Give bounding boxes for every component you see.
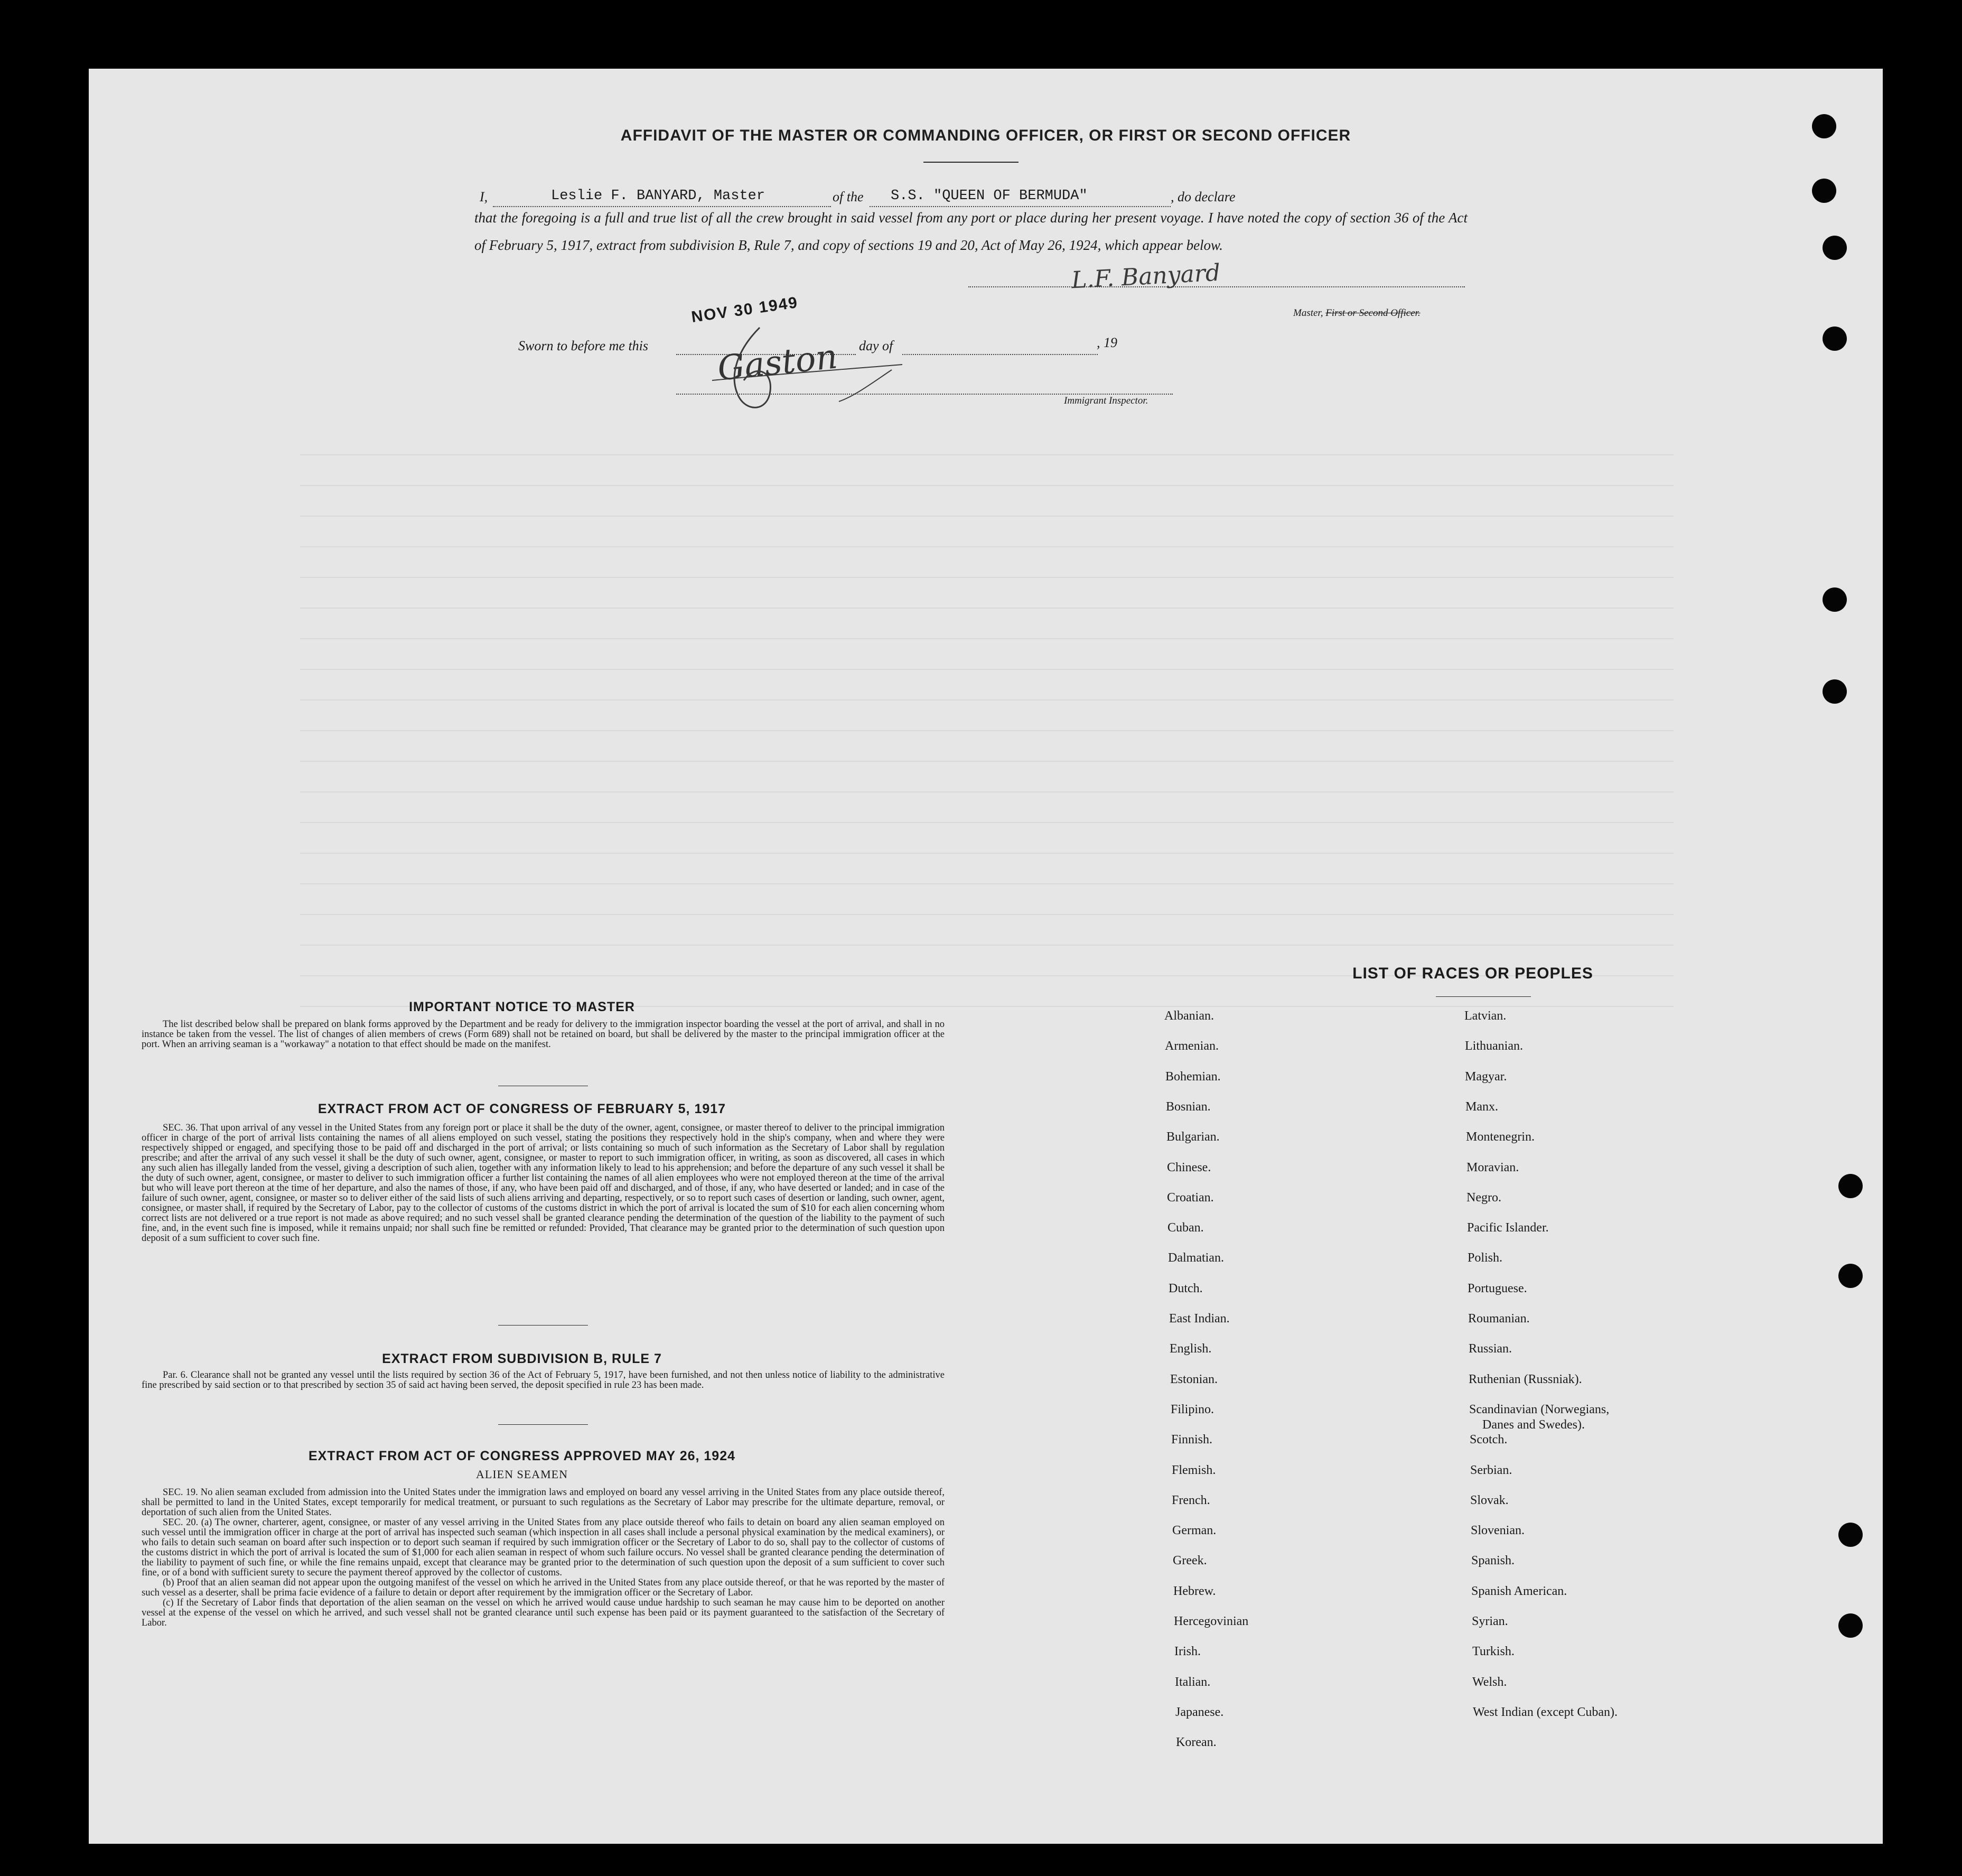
race-item: Lithuanian. [1465, 1039, 1523, 1053]
date-stamp: NOV 30 1949 [690, 293, 800, 326]
day-of-label: day of [859, 338, 893, 353]
master-caption [1293, 307, 1421, 319]
race-item: Slovak. [1470, 1494, 1509, 1507]
master-caption-label: Master, [1293, 307, 1323, 319]
race-item: Spanish American. [1471, 1584, 1567, 1598]
inspector-signature-flourish [680, 317, 913, 423]
master-name: Leslie F. BANYARD, Master [551, 188, 765, 204]
punch-hole [1823, 236, 1847, 260]
sec-20b-paragraph: (b) Proof that an alien seaman did not appear upon the outgoing manifest of the vessel on which he arrived in the United States from any place outside thereof, or that he was reported by the master of such vessel as a deserter, shall be prima facie evidence of a failure to detain or deport after requirement by the immigration officer or the Secretary of Labor. [142, 1578, 945, 1598]
affidavit-title: AFFIDAVIT OF THE MASTER OR COMMANDING OFFICER, OR FIRST OR SECOND OFFICER [620, 127, 1351, 144]
race-item: Montenegrin. [1466, 1130, 1535, 1144]
races-heading: LIST OF RACES OR PEOPLES [1352, 965, 1593, 982]
race-item: Serbian. [1470, 1463, 1512, 1477]
sworn-label: Sworn to before me this [518, 338, 649, 353]
race-item: French. [1172, 1494, 1210, 1507]
do-declare-label: , do declare [1171, 189, 1236, 204]
race-item: Croatian. [1167, 1191, 1214, 1205]
i-label: I, [480, 189, 488, 204]
race-item: Finnish. [1171, 1433, 1213, 1446]
extract-1917-text [142, 1123, 945, 1244]
race-item: Bohemian. [1165, 1070, 1221, 1084]
race-item: Pacific Islander. [1467, 1221, 1549, 1235]
race-item-continuation: Danes and Swedes). [1482, 1418, 1585, 1432]
punch-hole [1812, 179, 1836, 203]
race-item: Greek. [1173, 1554, 1207, 1567]
vessel-name: S.S. "QUEEN OF BERMUDA" [891, 188, 1088, 204]
sec-20a-paragraph: SEC. 20. (a) The owner, charterer, agent, consignee, or master of any vessel arriving in the United States from any place outside thereof who fails to detain on board any alien seaman employed on such vessel until the immigration officer in charge at the port of arrival has inspected such seaman (which inspection in all cases shall include a personal physical examination by the medical examiners), or who fails to detain such seaman on board after such inspection or to deport such seaman if required by such immigration officer or the Secretary of Labor to do so, shall pay to the collector of customs of the customs district in which the port of arrival is located the sum of $1,000 for each alien seaman in respect of whom such failure occurs. No vessel shall be granted clearance pending the determination of the liability to payment of such fine, or while the fine remains unpaid, except that clearance may be granted prior to the determination of such question upon the deposit of a sum sufficient to cover such fine, or of a bond with sufficient surety to secure the payment thereof approved by the collector of customs. [142, 1517, 945, 1578]
inspector-caption: Immigrant Inspector. [1064, 395, 1148, 406]
race-item: Scandinavian (Norwegians, [1469, 1403, 1610, 1416]
race-item: Filipino. [1171, 1403, 1214, 1416]
race-item: Chinese. [1167, 1161, 1211, 1174]
section-36-paragraph: SEC. 36. That upon arrival of any vessel in the United States from any foreign port or place it shall be the duty of the owner, agent, consignee, or master thereof to deliver to the principal immigration officer in charge of the port of arrival lists containing the names of all aliens employed on such vessel, stating the positions they respectively hold in the ship's company, when and where they were respectively shipped or engaged, and specifying those to be paid off and discharged in the port of arrival; or lists containing so much of such information as the Secretary of Labor shall by regulation prescribe; and after the arrival of any such vessel it shall be the duty of such owner, agent, consignee, or master to report to such immigration officer, in writing, as soon as discovered, all cases in which any such alien has illegally landed from the vessel, giving a description of such alien, together with any information likely to lead to his apprehension; and before the departure of any such vessel it shall be the duty of such owner, agent, consignee, or master to deliver to such immigration officer a further list containing the names of all alien employees who were not employed thereon at the time of the arrival but who will leave port thereon at the time of her departure, and also the names of those, if any, who have been paid off and discharged, and of those, if any, who have deserted or landed; and in case of the failure of such owner, agent, consignee, or master so to deliver either of the said lists of such aliens arriving and departing, respectively, or so to report such cases of desertion or landing, such owner, agent, consignee, or master shall, if required by the Secretary of Labor, pay to the collector of customs of the customs district in which the port of arrival is located the sum of $10 for each alien concerning whom correct lists are not delivered or a true report is not made as above required; and no such vessel shall be granted clearance pending the determination of the question of the liability to the payment of such fine, and, in the event such fine is imposed, while it remains unpaid; nor shall such fine be remitted or refunded: Provided, That clearance may be granted prior to the determination of such question upon deposit of a sum sufficient to cover such fine. [142, 1123, 945, 1244]
race-item: Bulgarian. [1166, 1130, 1220, 1144]
race-item: Bosnian. [1166, 1100, 1211, 1114]
punch-hole [1823, 326, 1847, 351]
race-item: Hercegovinian [1174, 1614, 1249, 1628]
race-item: Irish. [1174, 1645, 1201, 1658]
race-item: Spanish. [1471, 1554, 1515, 1567]
race-item: Negro. [1466, 1191, 1501, 1205]
races-divider [1436, 996, 1531, 997]
title-divider [923, 162, 1019, 163]
race-item: Albanian. [1164, 1009, 1214, 1023]
inspector-line [676, 393, 1173, 395]
bleed-through [300, 428, 1674, 1009]
extract-rule7-text [142, 1370, 945, 1390]
alien-seamen-subheading: ALIEN SEAMEN [476, 1468, 568, 1481]
race-item: Russian. [1469, 1342, 1512, 1356]
extract-1924-heading: EXTRACT FROM ACT OF CONGRESS APPROVED MAY 26, 1924 [308, 1449, 736, 1463]
punch-hole [1838, 1174, 1863, 1198]
sec-20c-paragraph: (c) If the Secretary of Labor finds that deportation of the alien seaman on the vessel on which he arrived would cause undue hardship to such seaman he may cause him to be deported on another vessel at the expense of the vessel on which he arrived, and such vessel shall not be granted clearance until such expense has been paid or its payment guaranteed to the satisfaction of the Secretary of Labor. [142, 1598, 945, 1628]
race-item: Cuban. [1167, 1221, 1204, 1235]
inspector-signature: Gaston [715, 337, 839, 389]
race-item: Manx. [1465, 1100, 1498, 1114]
divider [498, 1424, 588, 1425]
document-page [89, 69, 1883, 1844]
race-item: Slovenian. [1471, 1524, 1525, 1537]
race-item: Portuguese. [1468, 1282, 1527, 1295]
extract-1924-text [142, 1488, 945, 1628]
of-the-label: of the [833, 189, 864, 204]
race-item: Armenian. [1165, 1039, 1219, 1053]
extract-1917-heading: EXTRACT FROM ACT OF CONGRESS OF FEBRUARY 5, 1917 [317, 1102, 726, 1116]
year-label: , 19 [1097, 335, 1117, 350]
master-signature: L.F. Banyard [1070, 259, 1221, 294]
par-6-paragraph: Par. 6. Clearance shall not be granted any vessel until the lists required by section 36 of the Act of February 5, 1917, have been furnished, and not then unless notice of liability to the administrative fine prescribed by said section or to that prescribed by section 35 of said act having been served, the deposit specified in rule 23 has been made. [142, 1370, 945, 1390]
sec-19-paragraph: SEC. 19. No alien seaman excluded from admission into the United States under the immigration laws and employed on board any vessel arriving in the United States from any place outside thereof, shall be permitted to land in the United States, except temporarily for medical treatment, or pursuant to such regulations as the Secretary of Labor may prescribe for the ultimate departure, removal, or deportation of such alien from the United States. [142, 1487, 945, 1518]
master-caption-struck: First or Second Officer. [1325, 307, 1421, 319]
punch-hole [1838, 1264, 1863, 1288]
divider [498, 1325, 588, 1326]
race-item: Hebrew. [1173, 1584, 1216, 1598]
race-item: Dutch. [1169, 1282, 1203, 1295]
punch-hole [1823, 679, 1847, 704]
race-item: Scotch. [1470, 1433, 1508, 1446]
race-item: Japanese. [1175, 1705, 1224, 1719]
race-item: Estonian. [1170, 1373, 1218, 1386]
punch-hole [1838, 1613, 1863, 1638]
punch-hole [1838, 1523, 1863, 1547]
race-item: Roumanian. [1468, 1312, 1530, 1326]
race-item: West Indian (except Cuban). [1473, 1705, 1618, 1719]
race-item: East Indian. [1169, 1312, 1230, 1326]
race-item: Turkish. [1472, 1645, 1515, 1658]
punch-hole [1823, 587, 1847, 612]
race-item: Syrian. [1472, 1614, 1508, 1628]
notice-paragraph: The list described below shall be prepared on blank forms approved by the Department and be ready for delivery to the immigration inspector boarding the vessel at the port of arrival, and shall in no instance be taken from the vessel. The list of changes of alien members of crews (Form 689) shall not be retained on board, but shall be delivered by the master to the principal immigration officer at the port. When an arriving seaman is a "workaway" a notation to that effect should be made on the manifest. [142, 1019, 945, 1050]
race-item: Italian. [1175, 1675, 1211, 1689]
race-item: Flemish. [1172, 1463, 1216, 1477]
extract-rule7-heading: EXTRACT FROM SUBDIVISION B, RULE 7 [382, 1351, 662, 1366]
race-item: Moravian. [1466, 1161, 1519, 1174]
affidavit-body: that the foregoing is a full and true list of all the crew brought in said vessel from any port or place during her present voyage. I have noted the copy of section 36 of the Act of February 5, 1917, extract from subdivision B, Rule 7, and copy of sections 19 and 20, Act of May 26, 1924, which appear below. [474, 210, 1468, 253]
notice-text [142, 1020, 945, 1050]
race-item: Polish. [1468, 1251, 1503, 1265]
race-item: Welsh. [1472, 1675, 1507, 1689]
race-item: Magyar. [1465, 1070, 1507, 1084]
race-item: German. [1172, 1524, 1217, 1537]
race-item: Dalmatian. [1168, 1251, 1224, 1265]
race-item: English. [1170, 1342, 1212, 1356]
month-line [902, 353, 1098, 355]
race-item: Ruthenian (Russniak). [1469, 1373, 1582, 1386]
race-item: Korean. [1176, 1735, 1217, 1749]
race-item: Latvian. [1464, 1009, 1507, 1023]
notice-heading: IMPORTANT NOTICE TO MASTER [409, 1000, 635, 1014]
